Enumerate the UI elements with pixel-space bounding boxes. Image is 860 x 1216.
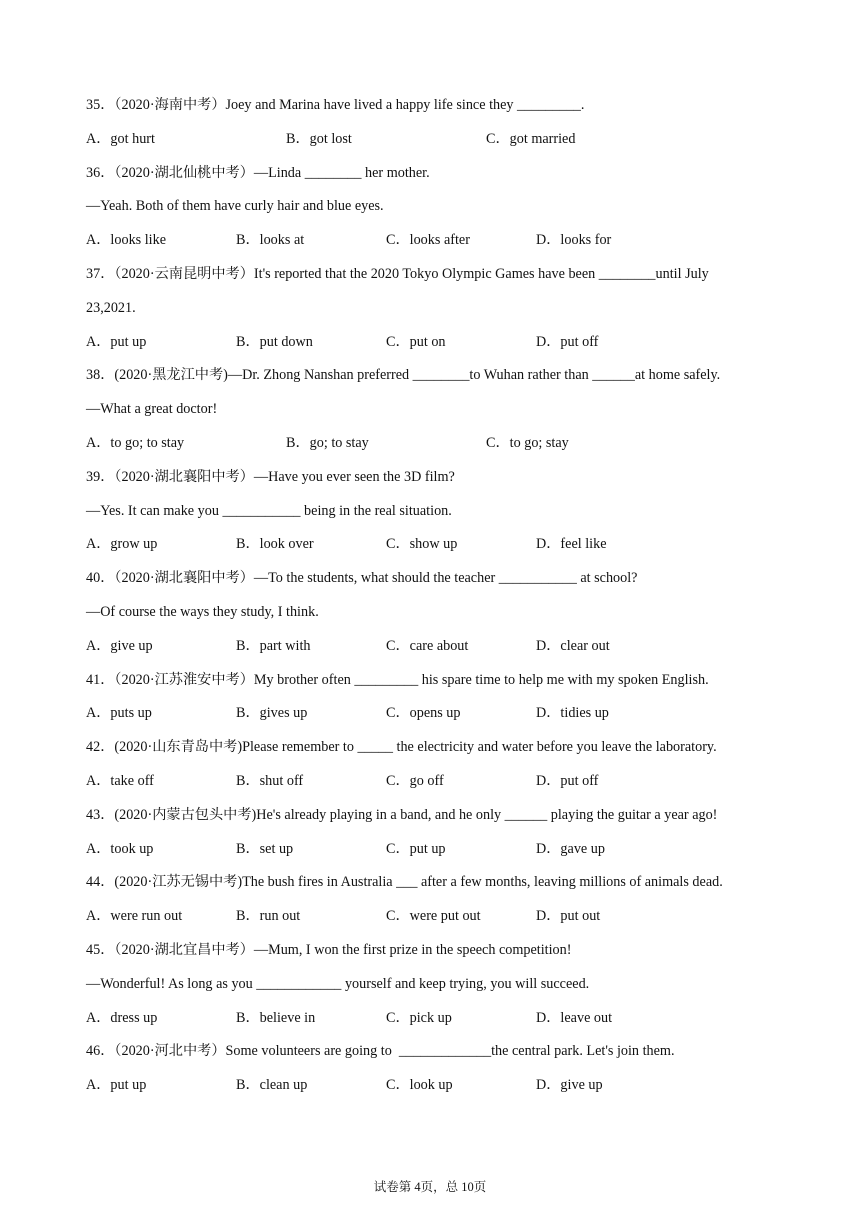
answer-options-line [86,703,774,723]
answer-options-line [86,839,774,859]
answer-option[interactable]: B．gives up [236,705,308,722]
answer-option[interactable]: B．got lost [286,130,352,147]
answer-options-line [86,636,774,656]
answer-option[interactable]: C．put on [386,333,446,350]
dialogue-text: —Wonderful! As long as you ____________ yourself and keep trying, you will succeed. [86,975,590,992]
answer-option[interactable]: A．grow up [86,536,158,553]
answer-options-line [86,1008,774,1028]
answer-options-line [86,230,774,250]
answer-option[interactable]: A．looks like [86,232,166,249]
answer-option[interactable]: D．put off [536,773,599,789]
question-stem-line [86,568,774,588]
answer-option[interactable]: C．pick up [386,1009,452,1026]
question-stem-line [86,737,774,757]
answer-option[interactable]: D．feel like [536,536,607,553]
question-stem: He's already playing in a band, and he only ______ playing the guitar a year ago! [256,806,718,823]
answer-options-line [86,129,774,149]
answer-option[interactable]: B．go; to stay [286,435,369,451]
question-source: (2020·内蒙古包头中考) [114,806,257,823]
answer-option[interactable]: D．give up [536,1077,603,1094]
question-dialogue-line [86,298,774,318]
answer-option[interactable]: C．look up [386,1077,453,1094]
answer-option[interactable]: C．put up [386,840,446,857]
question-stem: —Mum, I won the first prize in the speech competition! [253,942,572,958]
question-stem: Joey and Marina have lived a happy life since they _________. [225,97,585,113]
answer-option[interactable]: D．put out [536,908,601,925]
dialogue-text: —Yeah. Both of them have curly hair and blue eyes. [86,198,384,215]
question-source: （2020·河北中考） [114,1043,226,1060]
question-source: (2020·黑龙江中考) [114,367,228,384]
question-stem: Please remember to _____ the electricity and water before you leave the laboratory. [242,739,717,756]
question-stem: —Linda ________ her mother. [253,164,430,181]
answer-option[interactable]: A．got hurt [86,130,155,147]
question-stem: —To the students, what should the teacher ___________ at school? [253,570,638,587]
question-stem-line [86,365,774,385]
question-stem-line [86,264,774,284]
answer-option[interactable]: A．took up [86,840,154,857]
question-number: 39． [86,468,115,485]
question-dialogue-line [86,196,774,216]
answer-option[interactable]: B．look over [236,536,314,553]
answer-option[interactable]: B．shut off [236,773,304,789]
answer-option[interactable]: C．got married [486,130,576,147]
answer-option[interactable]: B．run out [236,908,301,925]
answer-option[interactable]: B．set up [236,840,294,857]
answer-option[interactable]: B．believe in [236,1009,316,1026]
answer-option[interactable]: A．puts up [86,705,152,722]
question-source: （2020·海南中考） [114,97,226,113]
dialogue-text: —What a great doctor! [86,401,218,418]
answer-options-line [86,771,774,791]
answer-options-line [86,1075,774,1095]
question-stem-line [86,467,774,487]
answer-option[interactable]: B．put down [236,333,313,350]
question-stem: Some volunteers are going to _____________the central park. Let's join them. [225,1043,675,1060]
question-source: (2020·山东青岛中考) [114,739,243,756]
answer-option[interactable]: C．to go; stay [486,435,569,451]
answer-option[interactable]: A．dress up [86,1009,158,1026]
answer-option[interactable]: C．opens up [386,705,461,722]
question-source: （2020·湖北宜昌中考） [114,942,254,958]
question-dialogue-line [86,974,774,994]
question-source: （2020·云南昆明中考） [114,266,254,282]
page-footer: 试卷第 4页，总 10页 [373,1180,487,1194]
question-stem-line [86,940,774,960]
question-number: 38． [86,367,115,384]
question-stem-line [86,872,774,892]
answer-option[interactable]: D．looks for [536,232,612,249]
question-number: 46． [86,1043,115,1060]
question-stem: —Have you ever seen the 3D film? [253,468,455,485]
question-stem-line [86,95,774,115]
question-number: 43． [86,806,115,823]
dialogue-text: —Yes. It can make you ___________ being in the real situation. [86,502,452,519]
question-dialogue-line [86,602,774,622]
answer-options-line [86,906,774,926]
question-stem-line [86,670,774,690]
answer-options-line [86,534,774,554]
question-number: 41． [86,671,115,688]
answer-option[interactable]: A．take off [86,773,154,789]
dialogue-text: 23,2021. [86,299,136,316]
question-number: 35． [86,97,115,113]
answer-option[interactable]: A．were run out [86,908,183,925]
answer-options-line [86,332,774,352]
question-stem-line [86,805,774,825]
answer-option[interactable]: C．were put out [386,908,481,925]
answer-option[interactable]: B．looks at [236,232,305,249]
answer-option[interactable]: B．clean up [236,1077,308,1094]
answer-option[interactable]: C．go off [386,773,444,789]
answer-option[interactable]: C．care about [386,637,469,654]
answer-option[interactable]: D．leave out [536,1009,613,1026]
question-number: 40． [86,570,115,587]
question-stem: It's reported that the 2020 Tokyo Olympic Games have been ________until July [253,266,709,282]
question-stem-line [86,163,774,183]
question-source: （2020·湖北襄阳中考） [114,570,254,587]
question-number: 42． [86,739,115,756]
question-stem: My brother often _________ his spare time to help me with my spoken English. [253,671,709,688]
question-number: 44． [86,874,115,891]
answer-option[interactable]: D．clear out [536,637,610,654]
question-source: (2020·江苏无锡中考) [114,874,243,891]
question-stem-line [86,1041,774,1061]
question-dialogue-line [86,399,774,419]
answer-options-line [86,433,774,453]
answer-option[interactable]: A．put up [86,1077,147,1094]
answer-option[interactable]: D．put off [536,333,599,350]
answer-option[interactable]: A．to go; to stay [86,435,185,451]
answer-option[interactable]: D．gave up [536,840,605,857]
answer-option[interactable]: C．looks after [386,232,470,249]
dialogue-text: —Of course the ways they study, I think. [86,604,319,620]
question-dialogue-line [86,501,774,521]
question-source: （2020·江苏淮安中考） [114,671,254,688]
question-number: 45． [86,942,115,958]
answer-option[interactable]: C．show up [386,536,458,553]
question-number: 36． [86,164,115,181]
answer-option[interactable]: D．tidies up [536,705,609,722]
answer-option[interactable]: A．put up [86,333,147,350]
answer-option[interactable]: A．give up [86,637,153,654]
question-stem: —Dr. Zhong Nanshan preferred ________to Wuhan rather than ______at home safely. [227,367,721,384]
question-source: （2020·湖北仙桃中考） [114,164,254,181]
answer-option[interactable]: B．part with [236,637,311,654]
question-number: 37． [86,266,115,282]
question-stem: The bush fires in Australia ___ after a few months, leaving millions of animals dead. [242,874,723,891]
question-source: （2020·湖北襄阳中考） [114,468,254,485]
